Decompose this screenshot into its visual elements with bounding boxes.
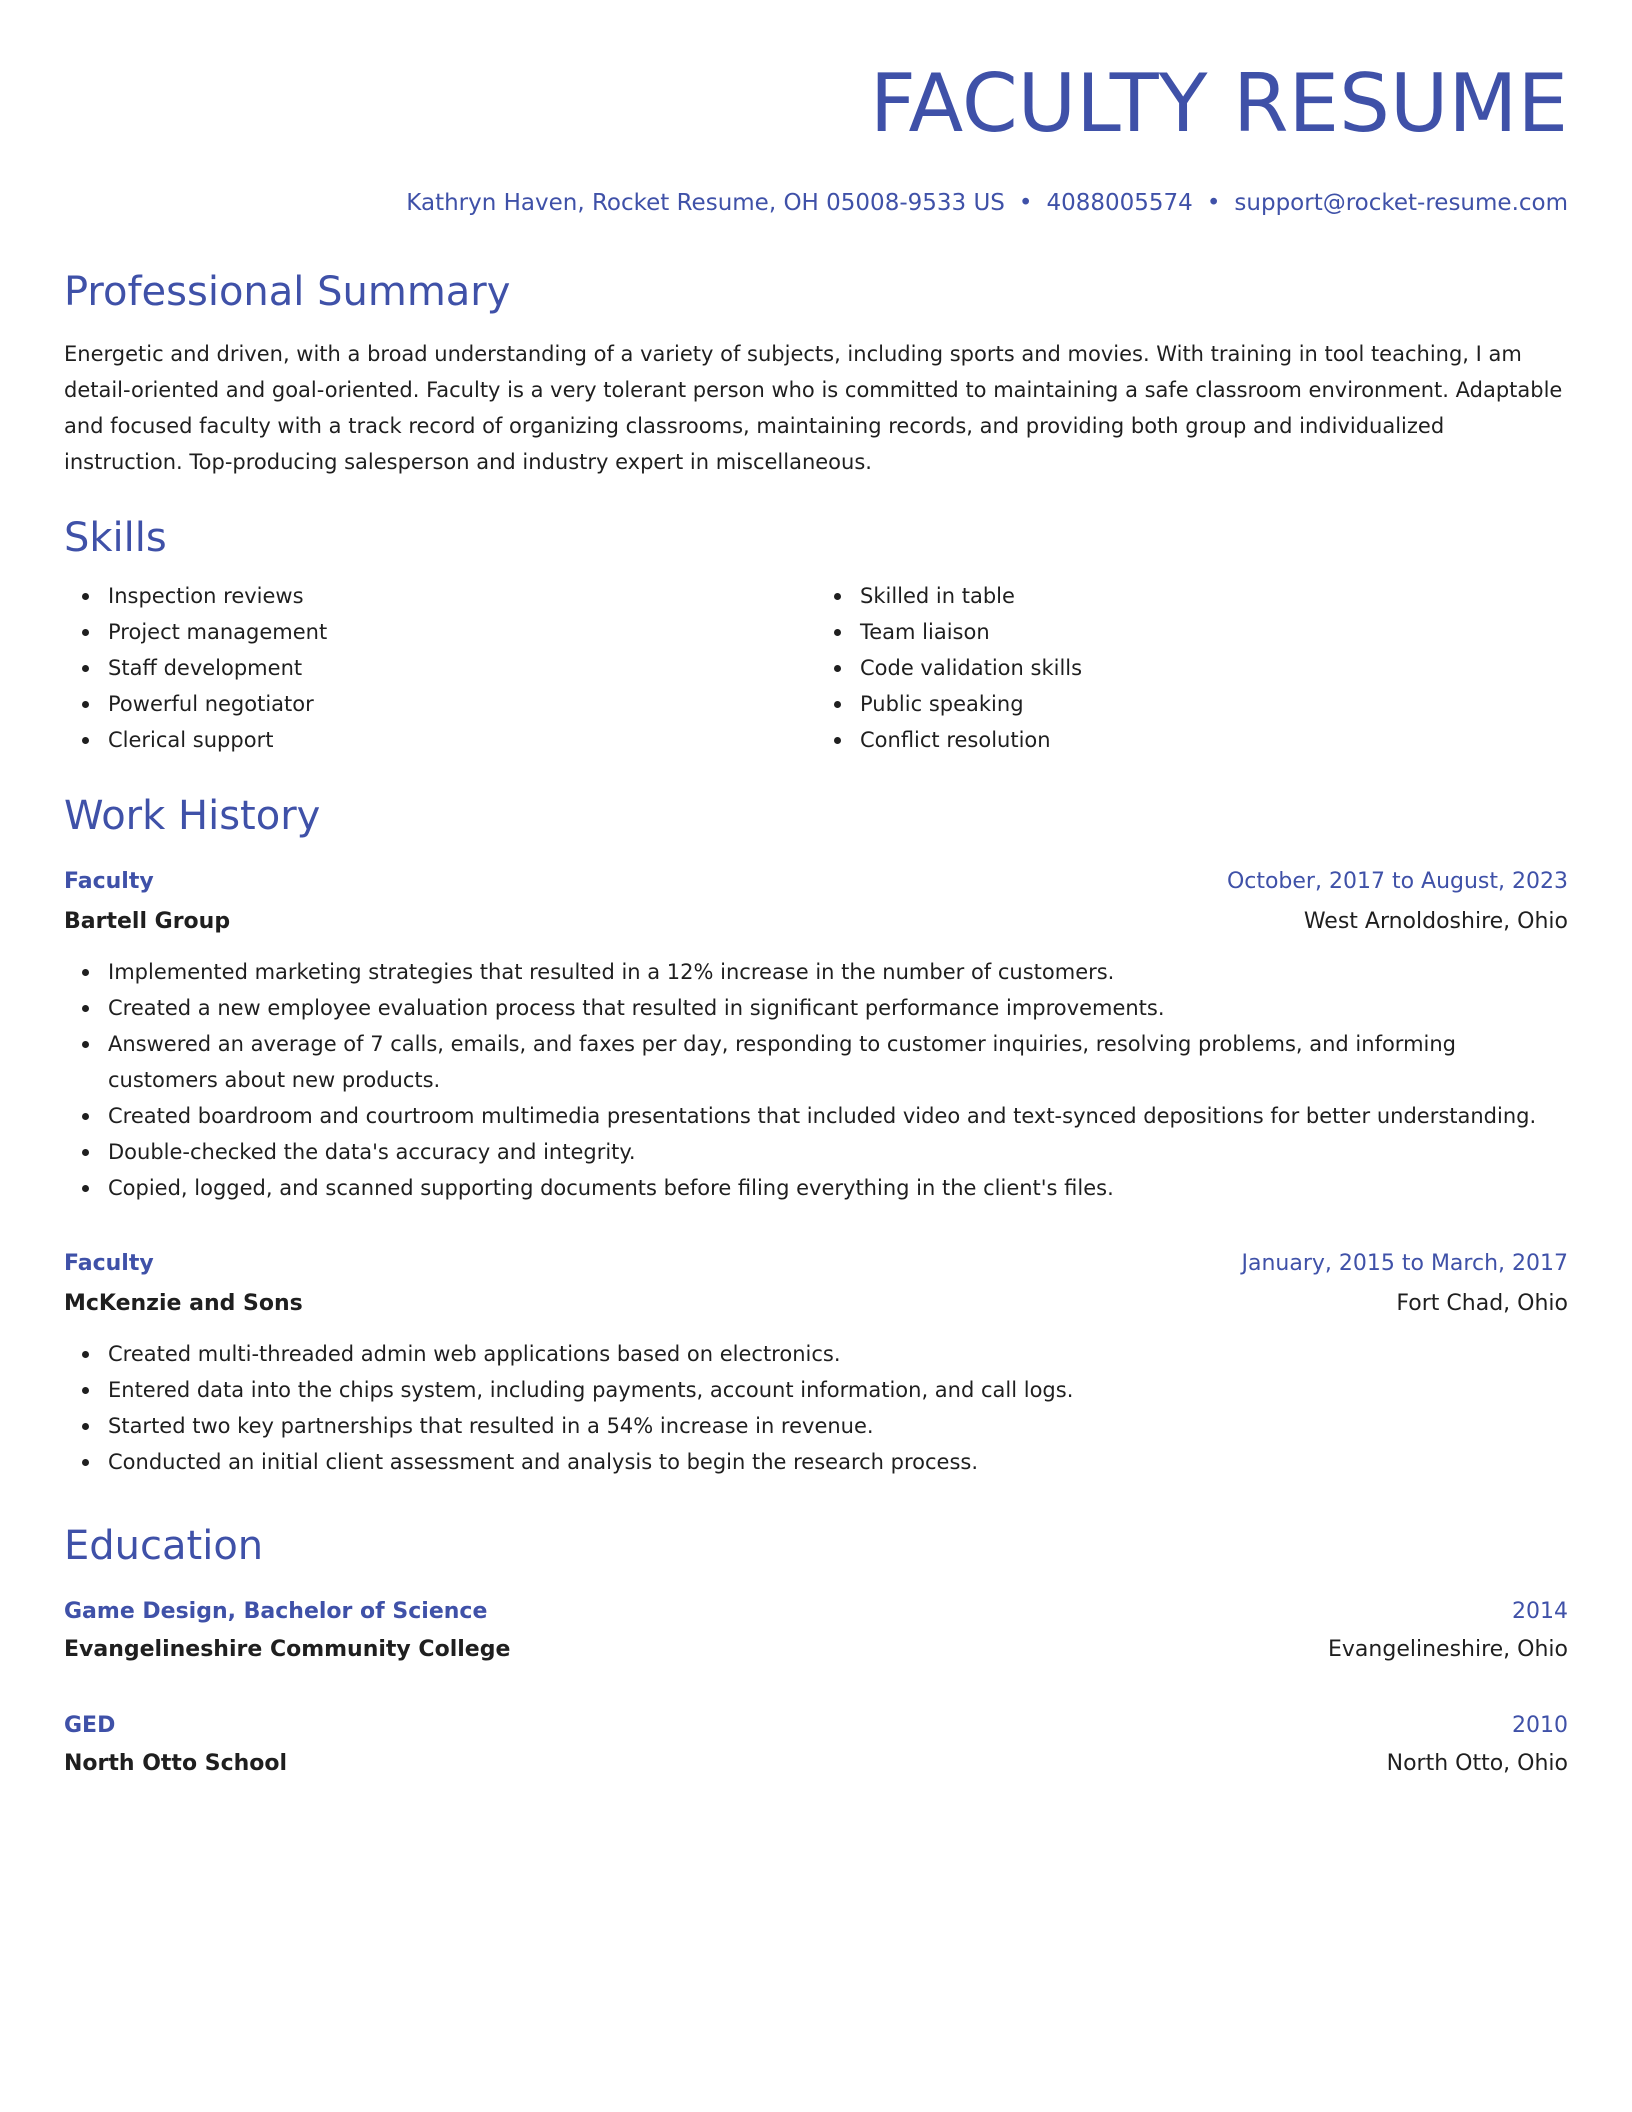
education-school: North Otto School bbox=[64, 1751, 288, 1776]
job-location: West Arnoldoshire, Ohio bbox=[1303, 909, 1568, 934]
skill-item: Code validation skills bbox=[860, 650, 1568, 686]
skills-section bbox=[64, 512, 1568, 758]
job-title: Faculty bbox=[64, 869, 154, 894]
job-bullet: Double-checked the data's accuracy and integrity. bbox=[108, 1134, 1568, 1170]
job-bullet: Conducted an initial client assessment and analysis to begin the research process. bbox=[108, 1444, 1568, 1480]
skill-item: Skilled in table bbox=[860, 578, 1568, 614]
page-title: FACULTY RESUME bbox=[869, 57, 1568, 150]
job-bullet: Created a new employee evaluation process that resulted in significant performance improvements. bbox=[108, 990, 1568, 1026]
job-title-row bbox=[64, 1246, 1568, 1282]
education-degree: Game Design, Bachelor of Science bbox=[64, 1599, 488, 1624]
job-company-row bbox=[64, 904, 1568, 940]
education-year: 2014 bbox=[1512, 1599, 1568, 1624]
job-bullet: Created boardroom and courtroom multimedia presentations that included video and text-synced depositions for better understanding. bbox=[108, 1098, 1568, 1134]
summary-text: Energetic and driven, with a broad understanding of a variety of subjects, including sports and movies. With training in tool teaching, I am detail-oriented and goal-oriented. Faculty is a very tolerant person who is committed to maintaining a safe classroom environment. Adaptable and focused faculty with a track record of organizing classrooms, maintaining records, and providing both group and individualized instruction. Top-producing salesperson and industry expert in miscellaneous. bbox=[64, 342, 1563, 474]
contact-email: support@rocket-resume.com bbox=[1234, 190, 1568, 216]
education-location: North Otto, Ohio bbox=[1386, 1751, 1568, 1776]
education-section bbox=[64, 1520, 1568, 1782]
skill-item: Project management bbox=[108, 614, 816, 650]
education-degree-row bbox=[64, 1708, 1568, 1744]
job-company: McKenzie and Sons bbox=[64, 1291, 303, 1316]
skills-grid bbox=[64, 578, 1568, 758]
job-entry bbox=[64, 864, 1568, 1206]
skill-item: Powerful negotiator bbox=[108, 686, 816, 722]
contact-separator: • bbox=[1206, 190, 1221, 216]
job-dates: January, 2015 to March, 2017 bbox=[1241, 1251, 1568, 1276]
job-bullets bbox=[64, 1336, 1568, 1480]
skills-heading: Skills bbox=[64, 515, 167, 561]
education-school: Evangelineshire Community College bbox=[64, 1637, 511, 1662]
contact-phone: 4088005574 bbox=[1046, 190, 1193, 216]
work-history-heading: Work History bbox=[64, 793, 321, 839]
skills-column-right bbox=[816, 578, 1568, 758]
work-history-section bbox=[64, 790, 1568, 1480]
job-title-row bbox=[64, 864, 1568, 900]
education-degree: GED bbox=[64, 1713, 116, 1738]
resume-header bbox=[64, 56, 1568, 218]
contact-address: Kathryn Haven, Rocket Resume, OH 05008-9533 US bbox=[406, 190, 1005, 216]
skills-column-left bbox=[64, 578, 816, 758]
education-school-row bbox=[64, 1746, 1568, 1782]
contact-line bbox=[64, 188, 1568, 218]
education-year: 2010 bbox=[1512, 1713, 1568, 1738]
contact-separator: • bbox=[1018, 190, 1033, 216]
job-bullet: Entered data into the chips system, including payments, account information, and call logs. bbox=[108, 1372, 1568, 1408]
job-bullet: Implemented marketing strategies that resulted in a 12% increase in the number of customers. bbox=[108, 954, 1568, 990]
education-entry bbox=[64, 1594, 1568, 1668]
education-location: Evangelineshire, Ohio bbox=[1328, 1637, 1568, 1662]
skill-item: Clerical support bbox=[108, 722, 816, 758]
skill-item: Conflict resolution bbox=[860, 722, 1568, 758]
job-location: Fort Chad, Ohio bbox=[1396, 1291, 1568, 1316]
skill-item: Public speaking bbox=[860, 686, 1568, 722]
skill-item: Staff development bbox=[108, 650, 816, 686]
job-bullet: Answered an average of 7 calls, emails, and faxes per day, responding to customer inquiries, resolving problems, and informing customers about new products. bbox=[108, 1026, 1568, 1098]
summary-section bbox=[64, 266, 1568, 480]
skill-item: Inspection reviews bbox=[108, 578, 816, 614]
education-school-row bbox=[64, 1632, 1568, 1668]
education-heading: Education bbox=[64, 1523, 264, 1569]
education-degree-row bbox=[64, 1594, 1568, 1630]
skill-item: Team liaison bbox=[860, 614, 1568, 650]
job-company-row bbox=[64, 1286, 1568, 1322]
job-company: Bartell Group bbox=[64, 909, 231, 934]
job-dates: October, 2017 to August, 2023 bbox=[1226, 869, 1568, 894]
job-bullet: Copied, logged, and scanned supporting documents before filing everything in the client's files. bbox=[108, 1170, 1568, 1206]
job-bullet: Created multi-threaded admin web applications based on electronics. bbox=[108, 1336, 1568, 1372]
job-entry bbox=[64, 1246, 1568, 1480]
summary-heading: Professional Summary bbox=[64, 269, 511, 315]
education-entry bbox=[64, 1708, 1568, 1782]
job-title: Faculty bbox=[64, 1251, 154, 1276]
job-bullets bbox=[64, 954, 1568, 1206]
job-bullet: Started two key partnerships that resulted in a 54% increase in revenue. bbox=[108, 1408, 1568, 1444]
